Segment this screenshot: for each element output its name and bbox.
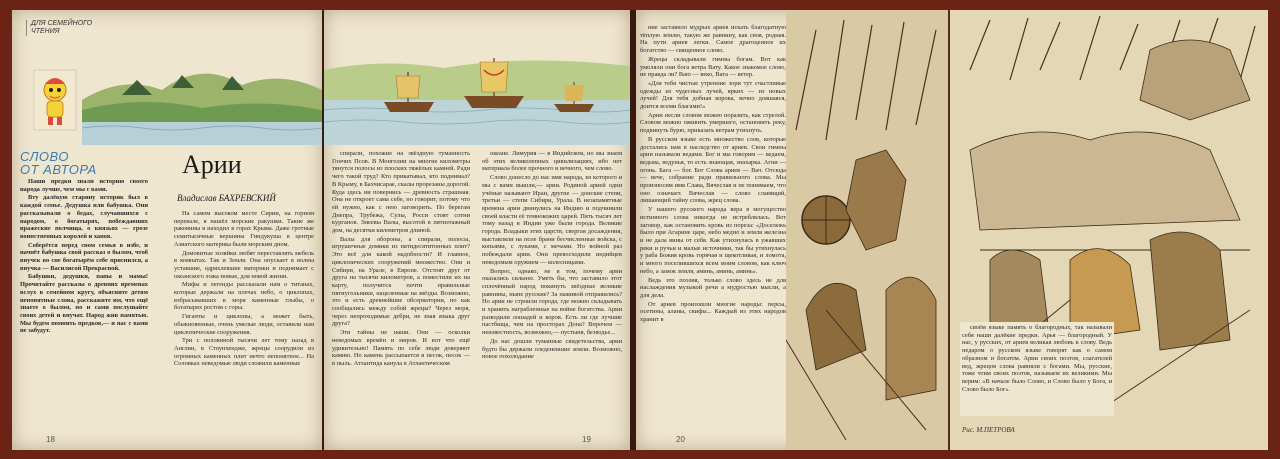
paragraph: На самом высоком месте Сирии, на горном перевале, я нашёл морские ракушки. Такие же раковины я находил в горах Крыма. Даже гротные семитысячные вершины Гиндукуша в центре Азиатского материка были морским дном. [174, 210, 314, 248]
paragraph: Слово донесло до нас имя народа, из которого и мы с вами вышли,— арии. Родиной арией одни учёные называют Иран, другие — донские степи, третьи — степи Сибири, Урала. В незапамятные времена арии двинулись на Индию и подчинили своей власти её темнокожих царей. Пять тысяч лет тому назад в Индии уже были города. Великие города. Владыки этих царств, свергая досаждения, выставляли на поле брани бесчисленные войска, с копьями, с луками, с мечами. Но войной раз побеждали арии. Они превосходили индийцев неведомым оружием — колесницами. [482, 174, 622, 266]
paragraph: До нас дошли туманные свидетельства, арии будто бы держали оледеневшие земли. Возможно, новое похолодание [482, 337, 622, 361]
page-number: 20 [676, 435, 685, 444]
paragraph: От ариев произошли многие народы: персы, осетины, аланы, скифы... Каждый из этих народов хранит в [640, 300, 786, 324]
paragraph: Три с половиной тысячи лет тому назад в Англии, в Стоунхендже, жрецы соорудили из огромных каменных плит нечто непонятное... На Соловках неведомые люди сложили каменные [174, 337, 314, 368]
section-rubric: ДЛЯ СЕМЕЙНОГО ЧТЕНИЯ [26, 20, 101, 36]
paragraph: своём языке память о благородных, так называли себя наши далёкие предки. Арья — благородный. У нас, у русских, от ариев великая любовь к слову. Ведь недаром о русском языке говорят как о самом образном и богатом. Арии своих поэтов, слагателей вед, жрецов слова равняли с богами. Мы, русские, тоже чтим своих поэтов, называем их великими. Мы верим: «В начале было Слово, и Слово было у Бога, и Слово было Бог». [962, 324, 1112, 393]
paragraph: Наши предки знали историю своего народа лучше, чем мы с вами. [20, 178, 148, 193]
paragraph: Эти тайны не наши. Они — осколки неведомых времён и миров. И вот что ещё удивительно! Память по себе люди доверяют камню. Но камень рассыпается в песок, песок — в пыль. Атлантида канула в Атлантическом [332, 329, 470, 367]
section-line-2: ОТ АВТОРА [20, 162, 97, 177]
paragraph: Вту далёкую старину историк был в каждой семье. Дедушка или бабушка. Они рассказывали о бедах, случавшихся с народом, о богатырях, побеждавших вражеские полчища, о князьях — грозе воинственных королей и ханов. [20, 194, 148, 240]
page-number: 19 [582, 435, 591, 444]
page-number: 18 [46, 435, 55, 444]
paragraph: Домовитые хозяйки любят переставлять мебель в комнатах. Так и Земля. Она опускает в волны уставшие, одряхлевшие материки и поднимает с океанского ложа новые, для новой жизни. [174, 249, 314, 280]
text-column-p20-1 [640, 24, 786, 444]
text-column-p19-2 [482, 150, 622, 440]
section-heading [20, 150, 97, 176]
ships-illustration [324, 40, 630, 145]
landscape-illustration [82, 50, 322, 145]
paragraph: Арии несли словом можно поразить, как стрелой. Словом можно оживить умершего, остановить реку, подвинуть бурю, приказать ветрам утихнуть. [640, 111, 786, 135]
paragraph: Жрецы складывали гимны богам. Вот как умоляли они бога ветра Вату. Какое знакомое слово, не правда ли? Ваю — веко, Вата — ветер. [640, 55, 786, 79]
paragraph: В русском языке есть множество слов, которые достались нам в наследство от ариев. Свои гимны арии называли ведами. Бог и мы говорим — ведаем, ведьма, ведунья, то есть знающая, знахарка. Агни — огонь. Бага — бог. Бог Слова ариев — Вач. Отсюда — вече, собрание ради правильного слова. Мы произносим имя Слава, Вячеслав и не понимаем, что оно означает. Вячеслав — слово славящий, лишающий тайну слова, жрец слова. [640, 135, 786, 205]
page-19 [324, 10, 630, 450]
page-21 [950, 10, 1268, 450]
paragraph: ние заставило мудрых ариев искать благодатную тёплую землю, такую же равнину, как своя, родная. На пути ариев легки. Самое драгоценное их богатство — священное слово. [640, 24, 786, 55]
paragraph: Ведь это поэзия, только слово здесь не для наслаждения музыкой речи а мудростью мысли, а для дела. [640, 276, 786, 299]
section-line-1: СЛОВО [20, 149, 69, 164]
paragraph: Валы для обороны, а спирали, полосы, игрушечные домики из пятидесятитонных плит? Это всё для какой надобности? И главное, циклопических сооружений множество. Они и Сибири, на Урале, в Европе. Отстоят друг от друга на тысячи километров, а поместили их на карту, получится почти правильные пятиугольники, нацеленные на звёзды. Возможно, это и есть древнейшие обсерватории, но как сообщались между собой жрецы? Через моря, через непроходимые дебри, не зная языка друг друга? [332, 235, 470, 328]
page-18 [12, 10, 322, 450]
mascot-illustration [30, 68, 80, 138]
paragraph: Вопрос, однако, не в том, почему арии оказались сильнее. Уметь бы, что заставило этот сплочённый народ покинуть звёздные великие равнины, ныне русские? За наживой отправились? Но арии не строили города, где можно складывать и хранить награбленные на войне богатства. Арии разводили лошадей и коров. Есть ли где лучшие пастбища, чем на просторах Дона? Впрочем — неизвестность, возможно,— пустыня, безводье... [482, 267, 622, 337]
warriors-illustration [786, 10, 948, 450]
illustration-credit: Рис. М.ПЕТРОВА [962, 426, 1015, 434]
paragraph: спирали, похожие на звёздную туманность Гончих Псов. В Монголии на многие километры тянутся полосы из плоских тяжёлых камней. Ради чего такой труд? Кто прикатывал, кто поднимал? В Крыму, в Бахчисарае, скалы прорезаны дорогой. Куда здесь ни повернись — древность страшная. Она не откроет сама себе, но говорит, потому что ей нужно, как с нею заговорить. По берегам Днепра, Трубежа, Сулы, Росси стоят сотни курганов. Змеевы Валы, высотой в пятиэтажный дом, на десятки километров длиной. [332, 150, 470, 235]
paragraph: океане. Лимурия — в Индийском, но мы знаем об этих великолепных цивилизациях, ибо нет материала более прочного и вечного, чем слово. [482, 150, 622, 173]
article-author: Владислав БАХРЕВСКИЙ [177, 193, 276, 203]
paragraph: Гиганты и циклопы, а может быть, обыкновенные, очень умелые люди, оставили нам циклопические сооружения. [174, 313, 314, 336]
paragraph: «Для тебя чистые утренние зори тут счастливые одежды из чудесных лучей, ярких — из новых лучей! Для тебя добная корова, вечно дояшаяся, доится всеми благами!» [640, 79, 786, 111]
paragraph: У нашего русского народа вера в могущество истинного слова никогда не истреблялась. Вот заговор, как остановить кровь из пореза: «Досележь было при Агарине царе, небо медно и земля железна и не дала вины от себя. Как утихнулась в ужавших реки и ручьи и малые источники, так бы утихнулась у раба Божия кровь горячая и щекотливая, и ломота, и много поселившихся всем моим словом, как ключ небо, а замок земля, аминь, аминь, аминь». [640, 206, 786, 275]
text-column-p18-1 [20, 178, 148, 438]
text-column-p19-1 [332, 150, 470, 440]
article-title: Арии [182, 150, 242, 179]
page-20 [636, 10, 948, 450]
paragraph: Мифы и легенды рассказали нам о титанах, которые держали на плечах небо, о циклопах, взбрасывавших в моря каменные глыбы, о богатырях ростом с горы. [174, 281, 314, 312]
text-column-p21 [960, 322, 1114, 416]
text-column-p18-2 [174, 210, 314, 438]
paragraph: Бабушки, дедушки, папы и мамы! Прочитайте рассказы о древних временах вслух в семейном кругу, объясните детям непонятные слова, расскажите им, что ещё знаете о былом, но и сами послушайте своих детей и внучат. Народ жив памятью. Мы будем помнить предков,— и нас с вами не забудут. [20, 273, 148, 335]
paragraph: Соберётся перед сном семья в избе, и начнёт бабушка свой рассказ о былом, чтоб внучек во сне богатырём себе приснился, а внучка — Василисой Прекрасной. [20, 241, 148, 272]
